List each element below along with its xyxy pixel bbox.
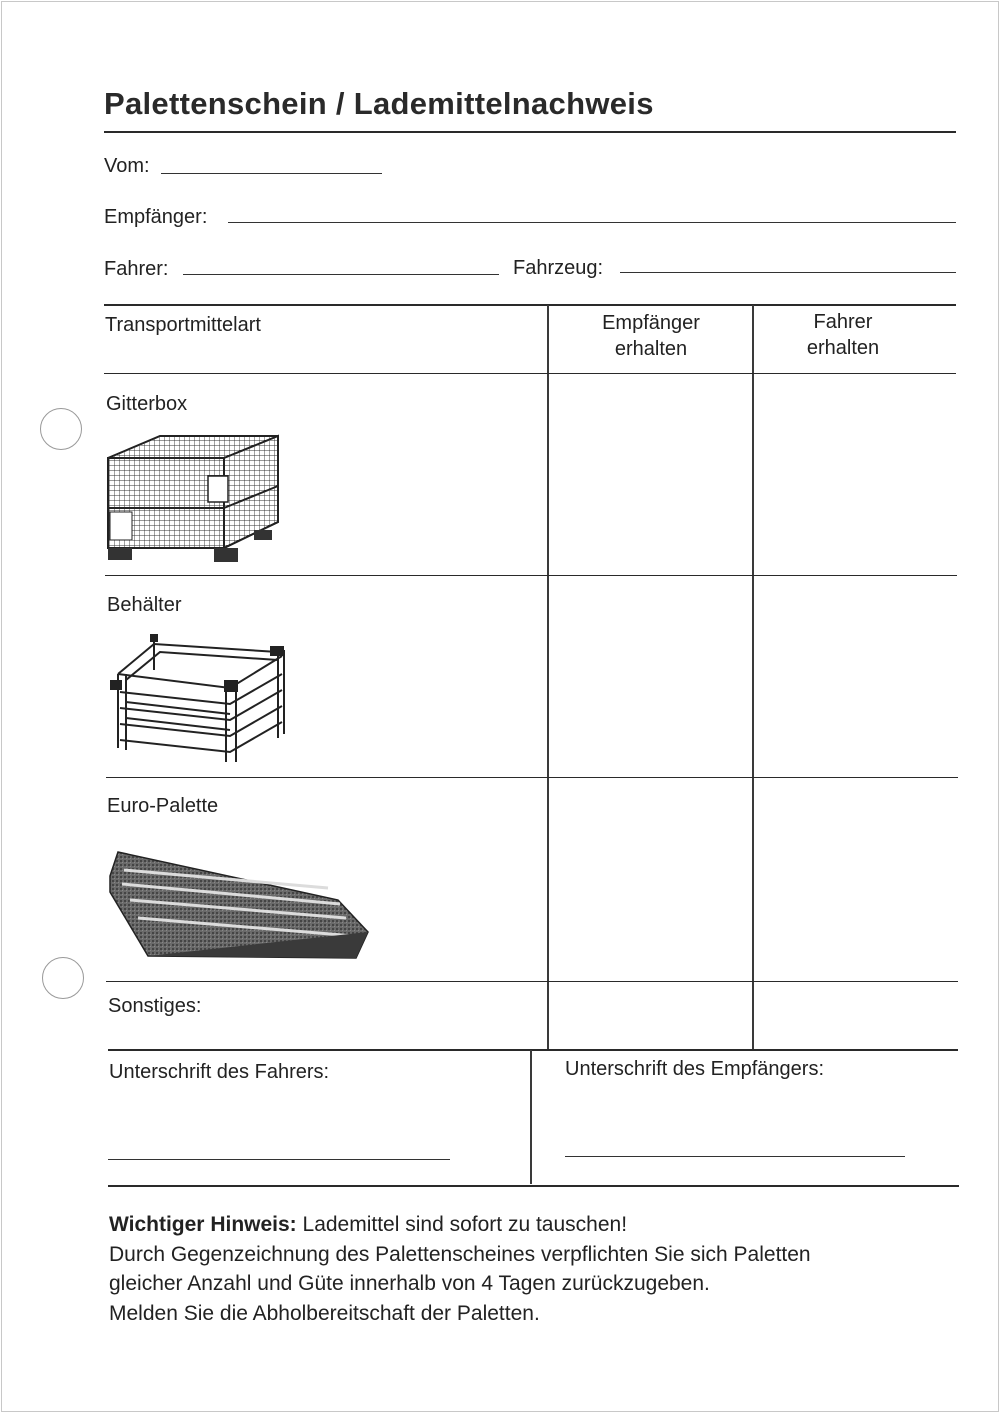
- vom-field[interactable]: [161, 173, 382, 174]
- header-transportmittelart: Transportmittelart: [105, 314, 261, 336]
- cell-euro-palette-fahrer[interactable]: [755, 779, 955, 980]
- label-signature-recipient: Unterschrift des Empfängers:: [565, 1058, 824, 1080]
- header-fahrer-erhalten: [753, 309, 933, 361]
- row-rule-header: [104, 373, 956, 374]
- euro-palette-illustration: [108, 848, 372, 962]
- row-label-euro-palette: Euro-Palette: [107, 795, 219, 817]
- notice-line-1: [109, 1210, 969, 1240]
- signature-recipient-field[interactable]: [565, 1156, 905, 1157]
- notice-heading: Wichtiger Hinweis:: [109, 1213, 297, 1236]
- important-notice: [109, 1210, 969, 1328]
- header-empfaenger-line2: erhalten: [614, 338, 688, 360]
- notice-line1-text: Lademittel sind sofort zu tauschen!: [302, 1213, 628, 1236]
- cell-gitterbox-empfaenger[interactable]: [550, 375, 750, 574]
- header-empfaenger-line1: Empfänger: [602, 312, 700, 334]
- form-title: Palettenschein / Lademittelnachweis: [104, 86, 654, 121]
- label-fahrer: Fahrer:: [104, 258, 169, 280]
- table-top-rule: [104, 304, 956, 306]
- fahrzeug-field[interactable]: [620, 272, 956, 273]
- cell-behaelter-fahrer[interactable]: [755, 577, 955, 776]
- signature-driver-field[interactable]: [108, 1159, 450, 1160]
- punch-hole-top: [40, 408, 82, 450]
- cell-sonstiges-empfaenger[interactable]: [550, 983, 750, 1048]
- header-empfaenger-erhalten: [549, 310, 753, 362]
- title-rule: [104, 131, 956, 133]
- gitterbox-illustration: [104, 430, 284, 566]
- notice-line-2: Durch Gegenzeichnung des Palettenscheines verpflichten Sie sich Paletten: [109, 1242, 811, 1266]
- label-signature-driver: Unterschrift des Fahrers:: [109, 1061, 330, 1083]
- cell-gitterbox-fahrer[interactable]: [755, 375, 955, 574]
- column-divider-2: [752, 305, 754, 1049]
- signature-divider: [530, 1050, 532, 1184]
- notice-line-4: Melden Sie die Abholbereitschaft der Paletten.: [109, 1301, 540, 1325]
- punch-hole-bottom: [42, 957, 84, 999]
- header-fahrer-line2: erhalten: [806, 337, 880, 359]
- fahrer-field[interactable]: [183, 274, 499, 275]
- label-vom: Vom:: [104, 155, 150, 177]
- header-fahrer-line1: Fahrer: [813, 311, 873, 333]
- row-rule-gitterbox: [105, 575, 957, 576]
- row-label-behaelter: Behälter: [107, 594, 182, 616]
- row-rule-euro-palette: [106, 981, 958, 982]
- column-divider-1: [547, 305, 549, 1049]
- row-label-sonstiges: Sonstiges:: [108, 995, 202, 1017]
- behaelter-illustration: [110, 630, 290, 766]
- row-rule-behaelter: [106, 777, 958, 778]
- cell-behaelter-empfaenger[interactable]: [550, 577, 750, 776]
- notice-line-3: gleicher Anzahl und Güte innerhalb von 4 Tagen zurückzugeben.: [109, 1272, 710, 1295]
- empfaenger-field[interactable]: [228, 222, 956, 223]
- label-fahrzeug: Fahrzeug:: [513, 257, 604, 279]
- signature-bottom-rule: [108, 1185, 959, 1187]
- label-empfaenger: Empfänger:: [104, 206, 208, 228]
- cell-euro-palette-empfaenger[interactable]: [550, 779, 750, 980]
- row-label-gitterbox: Gitterbox: [106, 393, 188, 415]
- cell-sonstiges-fahrer[interactable]: [755, 983, 955, 1048]
- row-rule-sonstiges: [108, 1049, 958, 1051]
